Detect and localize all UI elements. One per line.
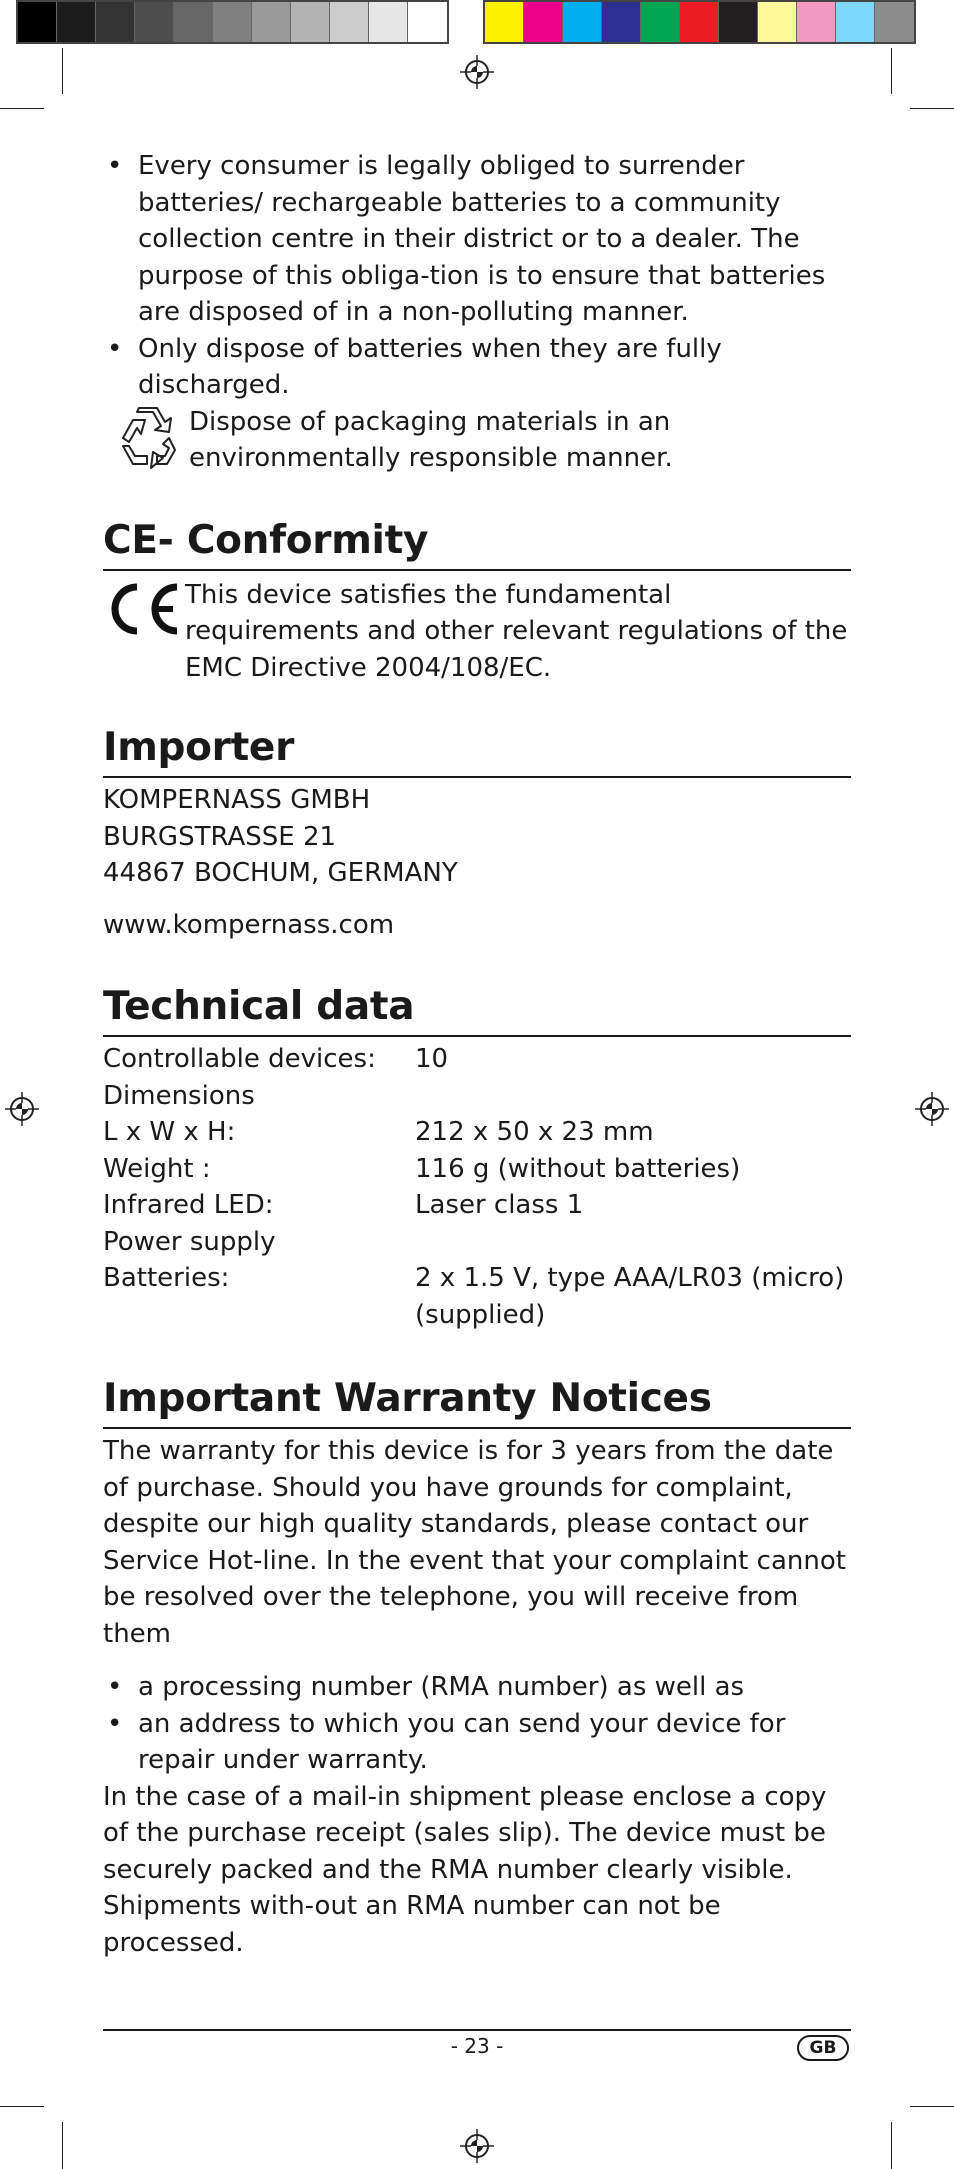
crop-mark bbox=[891, 48, 892, 94]
color-swatch bbox=[213, 2, 252, 42]
crop-mark bbox=[891, 2122, 892, 2169]
table-row bbox=[103, 1224, 844, 1261]
spec-label: Controllable devices: bbox=[103, 1044, 376, 1074]
color-swatch bbox=[18, 2, 57, 42]
address-line: BURGSTRASSE 21 bbox=[103, 821, 337, 852]
ce-section bbox=[103, 517, 851, 687]
registration-mark-icon bbox=[460, 55, 494, 89]
color-swatch bbox=[758, 2, 797, 42]
packaging-note bbox=[103, 404, 851, 477]
list-item: • Every consumer is legally obliged to surrender batteries/ rechargeable batteries to a community collection centre in their district or to a dealer. The purpose of this obliga-tion is to ensure that batteries are disposed of in a non-polluting manner. bbox=[103, 148, 851, 331]
table-row bbox=[103, 1297, 844, 1334]
section-heading: CE- Conformity bbox=[103, 517, 851, 571]
spec-value bbox=[415, 1078, 844, 1115]
color-swatch bbox=[408, 2, 447, 42]
spec-label: Dimensions bbox=[103, 1080, 255, 1111]
spec-label: Batteries: bbox=[103, 1263, 230, 1293]
color-swatch bbox=[96, 2, 135, 42]
spec-value: 116 g (without batteries) bbox=[415, 1153, 741, 1184]
ce-mark-icon bbox=[103, 581, 183, 637]
color-swatch bbox=[524, 2, 563, 42]
section-heading: Important Warranty Notices bbox=[103, 1375, 851, 1429]
registration-mark-icon bbox=[915, 1092, 949, 1126]
list-item: • a processing number (RMA number) as well as bbox=[103, 1669, 851, 1706]
importer-section bbox=[103, 724, 851, 943]
table-row bbox=[103, 1078, 844, 1115]
spec-value: 212 x 50 x 23 mm bbox=[415, 1117, 654, 1147]
color-swatch bbox=[57, 2, 96, 42]
color-swatch bbox=[135, 2, 174, 42]
importer-url: www.kompernass.com bbox=[103, 909, 395, 940]
page-number: - 23 - bbox=[450, 2034, 504, 2058]
address-line: KOMPERNASS GMBH bbox=[103, 785, 371, 815]
crop-mark bbox=[910, 108, 954, 109]
crop-mark bbox=[62, 48, 63, 94]
table-row bbox=[103, 1151, 844, 1188]
page-content bbox=[103, 148, 851, 1961]
spec-value bbox=[415, 1224, 844, 1261]
color-swatch bbox=[252, 2, 291, 42]
ce-text: This device satisfies the fundamental requirements and other relevant regulations of the EMC Directive 2004/108/EC. bbox=[185, 579, 848, 683]
color-swatch bbox=[369, 2, 408, 42]
list-item: • Only dispose of batteries when they are fully discharged. bbox=[103, 331, 851, 404]
section-heading: Importer bbox=[103, 724, 851, 778]
color-swatch bbox=[875, 2, 914, 42]
spec-label: Infrared LED: bbox=[103, 1190, 274, 1220]
color-swatch bbox=[797, 2, 836, 42]
color-swatch bbox=[719, 2, 758, 42]
color-swatch bbox=[291, 2, 330, 42]
list-item: • an address to which you can send your device for repair under warranty. bbox=[103, 1706, 851, 1779]
footer-divider bbox=[103, 2029, 851, 2031]
technical-section bbox=[103, 983, 851, 1333]
warranty-section bbox=[103, 1375, 851, 1961]
table-row bbox=[103, 1041, 844, 1078]
ce-statement bbox=[103, 577, 851, 687]
warranty-intro: The warranty for this device is for 3 years from the date of purchase. Should you have grounds for complaint, despite our high quality standards, please contact our Service Hot-line. In the event that your complaint cannot be resolved over the telephone, you will receive from them bbox=[103, 1436, 846, 1649]
spec-label: L x W x H: bbox=[103, 1117, 236, 1147]
registration-mark-icon bbox=[460, 2129, 494, 2163]
technical-data-table bbox=[103, 1041, 844, 1333]
crop-mark bbox=[0, 108, 44, 109]
packaging-note-text: Dispose of packaging materials in an environmentally responsible manner. bbox=[189, 406, 673, 473]
color-swatch bbox=[641, 2, 680, 42]
registration-mark-icon bbox=[5, 1092, 39, 1126]
table-row bbox=[103, 1260, 844, 1297]
warranty-list bbox=[103, 1669, 851, 1779]
grayscale-swatches bbox=[16, 0, 449, 44]
recycle-icon bbox=[117, 406, 179, 472]
color-swatch bbox=[174, 2, 213, 42]
crop-mark bbox=[910, 2106, 954, 2107]
section-heading: Technical data bbox=[103, 983, 851, 1037]
spec-value: Laser class 1 bbox=[415, 1190, 584, 1220]
battery-disposal-list bbox=[103, 148, 851, 404]
spec-value: 2 x 1.5 V, type AAA/LR03 (micro) bbox=[415, 1263, 845, 1293]
color-swatch bbox=[563, 2, 602, 42]
table-row bbox=[103, 1187, 844, 1224]
crop-mark bbox=[62, 2122, 63, 2169]
language-badge: GB bbox=[797, 2035, 849, 2061]
color-swatch bbox=[680, 2, 719, 42]
color-swatches bbox=[483, 0, 916, 44]
color-swatch bbox=[485, 2, 524, 42]
color-swatch bbox=[602, 2, 641, 42]
spec-label bbox=[103, 1297, 415, 1334]
address-line: 44867 BOCHUM, GERMANY bbox=[103, 858, 458, 888]
table-row bbox=[103, 1114, 844, 1151]
warranty-closing: In the case of a mail-in shipment please enclose a copy of the purchase receipt (sales slip). The device must be securely packed and the RMA number clearly visible. Shipments with-out an RMA number can not be processed. bbox=[103, 1781, 827, 1958]
spec-value: 10 bbox=[415, 1044, 449, 1074]
spec-label: Power supply bbox=[103, 1226, 276, 1257]
spec-label: Weight : bbox=[103, 1153, 211, 1184]
spec-value: (supplied) bbox=[415, 1299, 546, 1330]
crop-mark bbox=[0, 2106, 44, 2107]
color-swatch bbox=[330, 2, 369, 42]
importer-address bbox=[103, 782, 851, 892]
color-swatch bbox=[836, 2, 875, 42]
color-calibration-bar bbox=[16, 0, 954, 44]
